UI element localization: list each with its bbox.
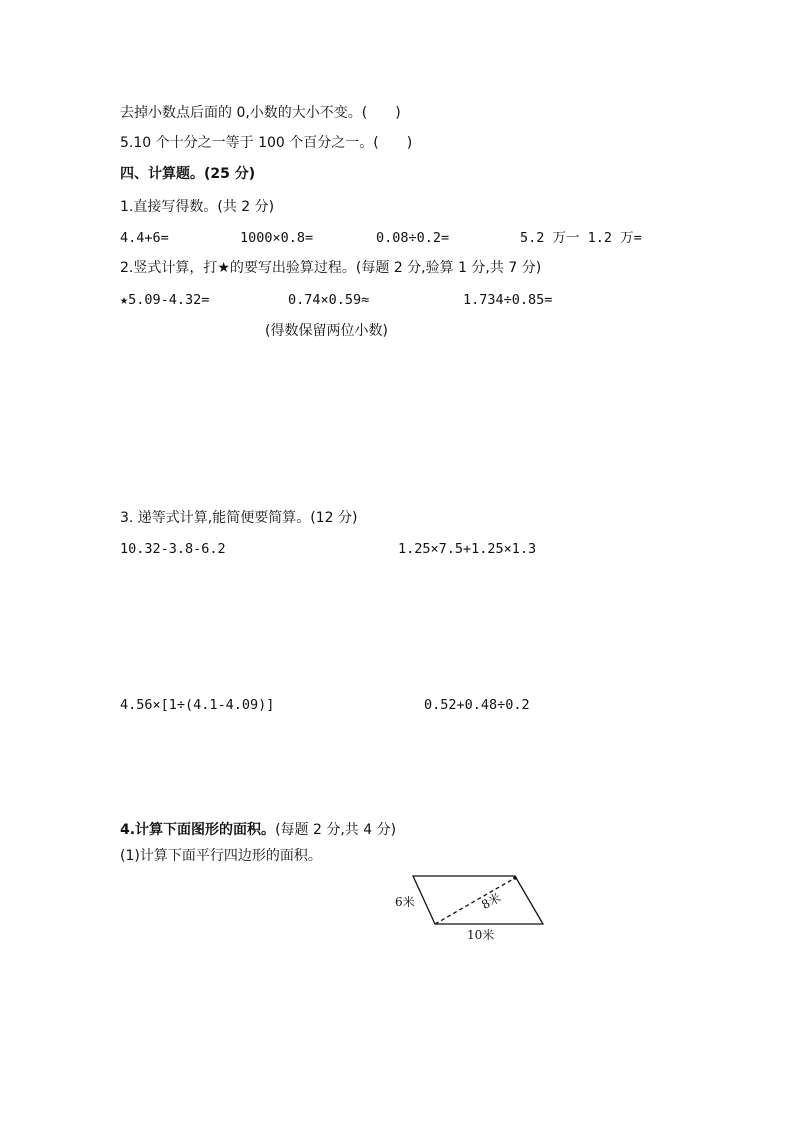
q2-note: (得数保留两位小数) xyxy=(265,323,388,339)
parallelogram-figure xyxy=(390,868,560,948)
q1-item: 5.2 万一 1.2 万= xyxy=(520,230,642,246)
side-label: 6米 xyxy=(395,895,415,909)
q1-item: 1000×0.8= xyxy=(240,230,314,246)
diagonal-label: 8米 xyxy=(479,890,504,913)
q4-title-rest: (每题 2 分,共 4 分) xyxy=(275,822,397,838)
q3-title: 3. 递等式计算,能简便要简算。(12 分) xyxy=(120,510,358,526)
q3-item: 1.25×7.5+1.25×1.3 xyxy=(398,541,537,557)
base-label: 10米 xyxy=(467,928,495,942)
q1-item: 0.08÷0.2= xyxy=(376,230,450,246)
judge-item-4: 去掉小数点后面的 0,小数的大小不变。( ) xyxy=(120,105,401,121)
q4-sub1: (1)计算下面平行四边形的面积。 xyxy=(120,848,322,864)
q1-title: 1.直接写得数。(共 2 分) xyxy=(120,199,275,215)
parallelogram-diagonal xyxy=(435,878,515,924)
q2-item: 1.734÷0.85= xyxy=(463,292,553,308)
q4-title xyxy=(120,821,396,839)
q4-title-bold: 4.计算下面图形的面积。 xyxy=(120,822,276,838)
q3-item: 4.56×[1÷(4.1-4.09)] xyxy=(120,697,275,713)
q2-title: 2.竖式计算，打★的要写出验算过程。(每题 2 分,验算 1 分,共 7 分) xyxy=(120,260,542,276)
q2-item: 0.74×0.59≈ xyxy=(288,292,370,308)
section-heading: 四、计算题。(25 分) xyxy=(120,166,256,182)
q3-item: 0.52+0.48÷0.2 xyxy=(424,697,530,713)
q2-item: ★5.09-4.32= xyxy=(120,292,210,308)
diagonal-endpoint xyxy=(513,876,517,880)
judge-item-5: 5.10 个十分之一等于 100 个百分之一。( ) xyxy=(120,135,413,151)
q3-item: 10.32-3.8-6.2 xyxy=(120,541,226,557)
q1-item: 4.4+6= xyxy=(120,230,169,246)
